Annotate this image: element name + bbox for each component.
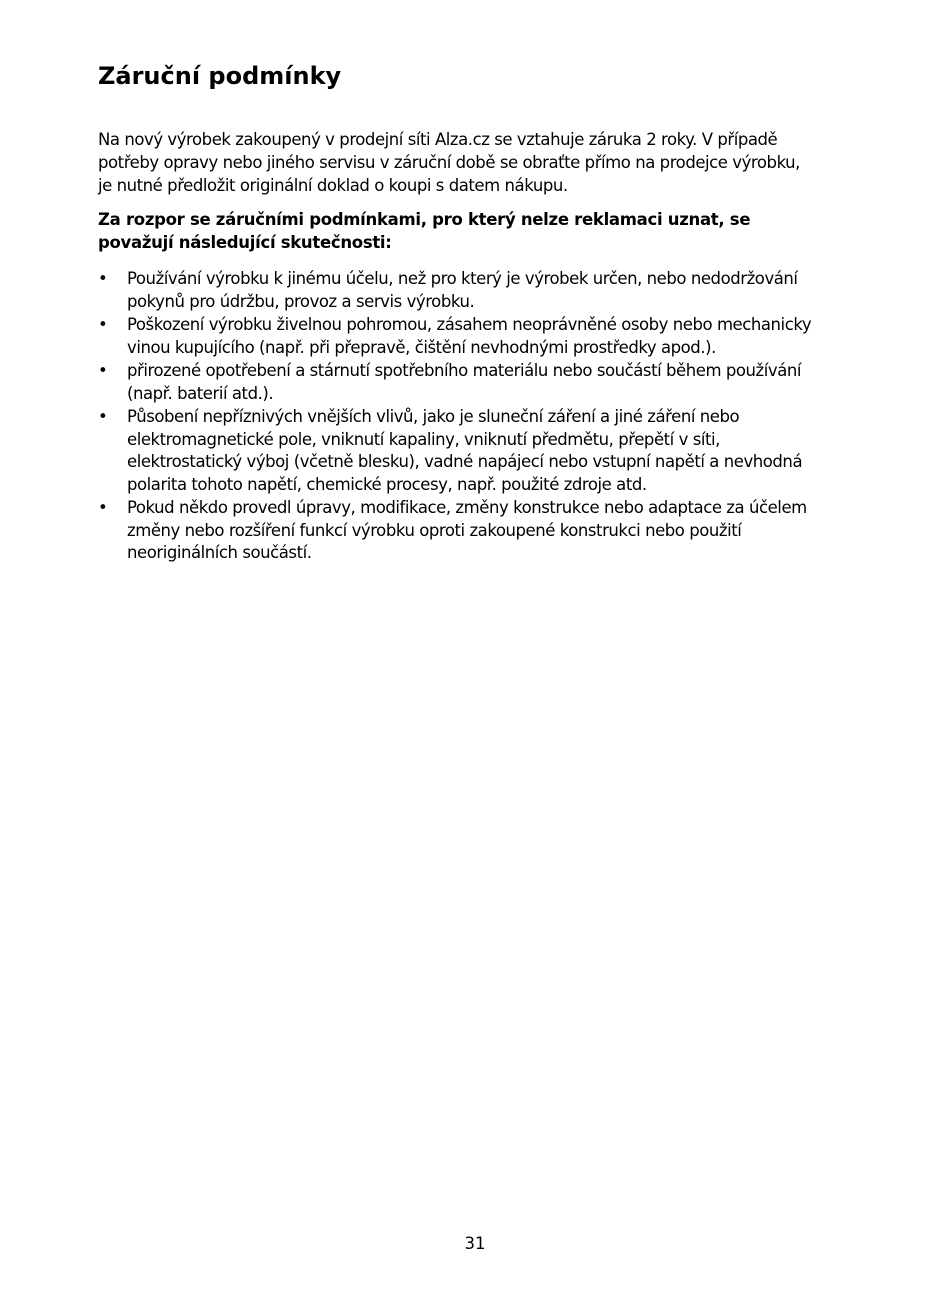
- list-item-line: změny nebo rozšíření funkcí výrobku oproti zakoupené konstrukci nebo použití: [127, 520, 742, 540]
- exclusions-heading-line: považují následující skutečnosti:: [98, 233, 392, 252]
- exclusions-list: [98, 268, 843, 566]
- list-item: [98, 360, 843, 405]
- intro-line: je nutné předložit originální doklad o koupi s datem nákupu.: [98, 176, 568, 195]
- list-item-line: pokynů pro údržbu, provoz a servis výrobku.: [127, 291, 475, 311]
- bullet-icon: •: [98, 407, 108, 426]
- bullet-icon: •: [98, 269, 108, 288]
- list-item-line: polarita tohoto napětí, chemické procesy, např. použité zdroje atd.: [127, 474, 647, 494]
- list-item-line: Pokud někdo provedl úpravy, modifikace, změny konstrukce nebo adaptace za účelem: [127, 498, 807, 517]
- intro-line: Na nový výrobek zakoupený v prodejní síti Alza.cz se vztahuje záruka 2 roky. V případě: [98, 130, 778, 149]
- list-item-line: Používání výrobku k jinému účelu, než pro který je výrobek určen, nebo nedodržování: [127, 269, 798, 288]
- exclusions-heading: [98, 208, 843, 254]
- list-item: [98, 314, 843, 359]
- intro-line: potřeby opravy nebo jiného servisu v záruční době se obraťte přímo na prodejce výrobku,: [98, 153, 800, 172]
- page-number: 31: [464, 1234, 486, 1253]
- list-item: [98, 268, 843, 313]
- list-item-line: (např. baterií atd.).: [127, 383, 274, 403]
- list-item-line: elektrostatický výboj (včetně blesku), vadné napájecí nebo vstupní napětí a nevhodná: [127, 452, 803, 471]
- exclusions-heading-line: Za rozpor se záručními podmínkami, pro který nelze reklamaci uznat, se: [98, 210, 751, 229]
- list-item: [98, 497, 843, 565]
- list-item-line: Působení nepříznivých vnějších vlivů, jako je sluneční záření a jiné záření nebo: [127, 407, 740, 426]
- list-item-line: Poškození výrobku živelnou pohromou, zásahem neoprávněné osoby nebo mechanicky: [127, 315, 812, 334]
- bullet-icon: •: [98, 498, 108, 517]
- page-title: Záruční podmínky: [98, 62, 342, 90]
- list-item-line: neoriginálních součástí.: [127, 543, 312, 562]
- bullet-icon: •: [98, 315, 108, 334]
- bullet-icon: •: [98, 361, 108, 380]
- list-item-line: elektromagnetické pole, vniknutí kapaliny, vniknutí předmětu, přepětí v síti,: [127, 429, 720, 449]
- intro-paragraph: [98, 128, 843, 197]
- list-item-line: vinou kupujícího (např. při přepravě, čištění nevhodnými prostředky apod.).: [127, 337, 716, 357]
- list-item: [98, 406, 843, 496]
- list-item-line: přirozené opotřebení a stárnutí spotřebního materiálu nebo součástí během používání: [127, 361, 802, 380]
